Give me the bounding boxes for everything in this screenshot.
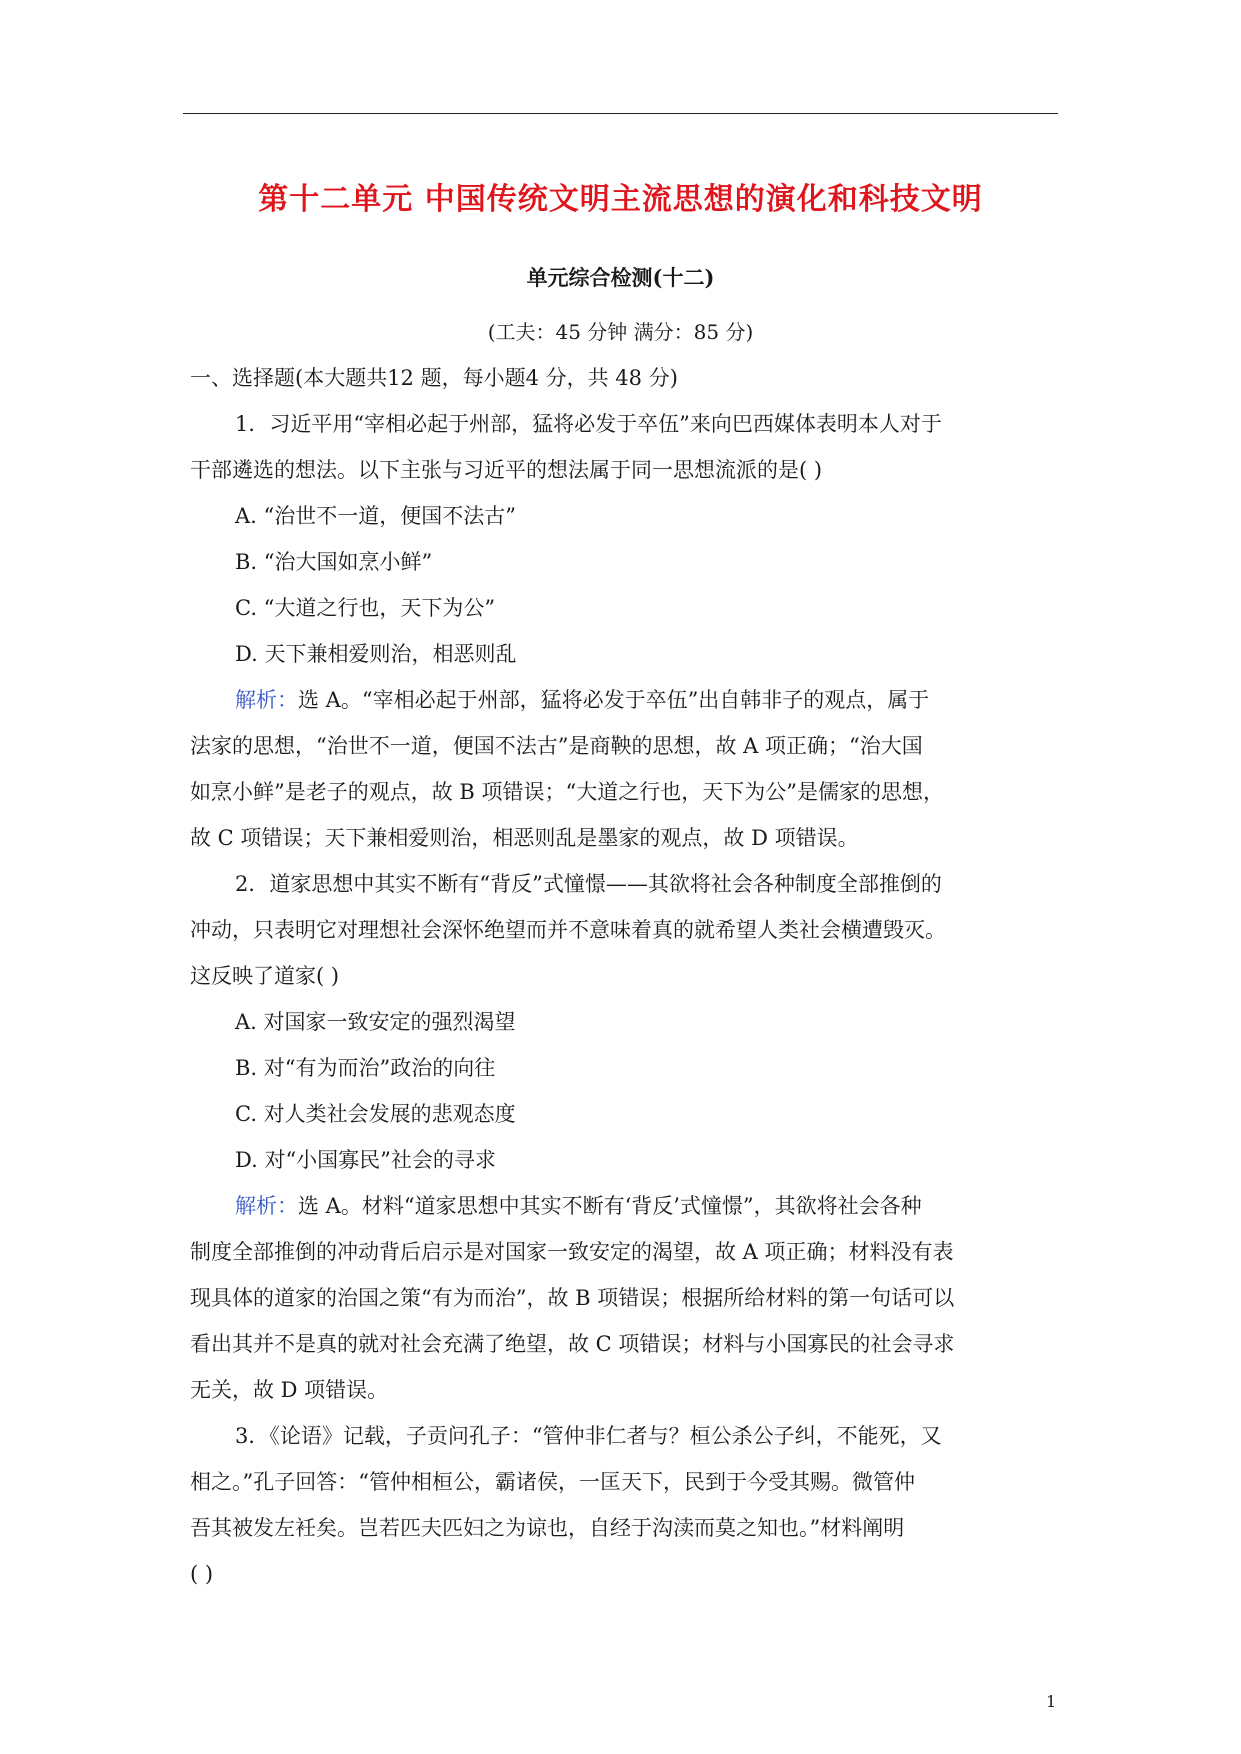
q1-option-c: C. “大道之行也，天下为公” bbox=[235, 596, 496, 620]
q3-stem-line-4: ( ) bbox=[190, 1562, 214, 1586]
page-number: 1 bbox=[1046, 1692, 1057, 1711]
q2-option-b: B. 对“有为而治”政治的向往 bbox=[235, 1056, 496, 1080]
test-subtitle: 单元综合检测(十二) bbox=[526, 265, 715, 290]
q2-option-a: A. 对国家一致安定的强烈渴望 bbox=[235, 1010, 516, 1034]
header-rule bbox=[183, 113, 1058, 114]
time-score-info: (工夫：45 分钟 满分：85 分) bbox=[487, 320, 754, 344]
q1-stem-line-1: 1．习近平用“宰相必起于州部，猛将必发于卒伍”来向巴西媒体表明本人对于 bbox=[235, 412, 942, 436]
q2-analysis-line-2: 制度全部推倒的冲动背后启示是对国家一致安定的渴望，故 A 项正确；材料没有表 bbox=[190, 1240, 954, 1264]
q1-option-b: B. “治大国如烹小鲜” bbox=[235, 550, 433, 574]
q3-stem-line-2: 相之。”孔子回答：“管仲相桓公，霸诸侯，一匡天下，民到于今受其赐。微管仲 bbox=[190, 1470, 915, 1494]
q1-analysis-line-4: 故 C 项错误；天下兼相爱则治，相恶则乱是墨家的观点，故 D 项错误。 bbox=[190, 826, 859, 850]
q1-option-d: D. 天下兼相爱则治，相恶则乱 bbox=[235, 642, 517, 666]
q2-stem-line-2: 冲动，只表明它对理想社会深怀绝望而并不意味着真的就希望人类社会横遭毁灭。 bbox=[190, 918, 946, 942]
q1-option-a: A. “治世不一道，便国不法古” bbox=[235, 504, 516, 528]
q2-analysis-text: 选 A。材料“道家思想中其实不断有‘背反’式憧憬”，其欲将社会各种 bbox=[298, 1194, 922, 1218]
q1-analysis-line-3: 如烹小鲜”是老子的观点，故 B 项错误；“大道之行也，天下为公”是儒家的思想， bbox=[190, 780, 944, 804]
q1-analysis-line-2: 法家的思想，“治世不一道，便国不法古”是商鞅的思想，故 A 项正确；“治大国 bbox=[190, 734, 923, 758]
q2-stem-line-3: 这反映了道家( ) bbox=[190, 964, 340, 988]
q2-analysis-label: 解析： bbox=[235, 1194, 298, 1218]
q2-analysis-line-3: 现具体的道家的治国之策“有为而治”，故 B 项错误；根据所给材料的第一句话可以 bbox=[190, 1286, 955, 1310]
q2-option-c: C. 对人类社会发展的悲观态度 bbox=[235, 1102, 516, 1126]
q2-option-d: D. 对“小国寡民”社会的寻求 bbox=[235, 1148, 496, 1172]
q1-analysis-text: 选 A。“宰相必起于州部，猛将必发于卒伍”出自韩非子的观点，属于 bbox=[298, 688, 930, 712]
unit-title: 第十二单元 中国传统文明主流思想的演化和科技文明 bbox=[258, 182, 983, 217]
q1-stem-line-2: 干部遴选的想法。以下主张与习近平的想法属于同一思想流派的是( ) bbox=[190, 458, 823, 482]
section-heading: 一、选择题(本大题共12 题，每小题4 分，共 48 分) bbox=[190, 366, 678, 390]
q3-stem-line-3: 吾其被发左衽矣。岂若匹夫匹妇之为谅也，自经于沟渎而莫之知也。”材料阐明 bbox=[190, 1516, 905, 1540]
q1-analysis-line-1 bbox=[235, 677, 1060, 724]
q2-stem-line-1: 2．道家思想中其实不断有“背反”式憧憬——其欲将社会各种制度全部推倒的 bbox=[235, 872, 942, 896]
q2-analysis-line-1 bbox=[235, 1183, 1060, 1230]
q2-analysis-line-4: 看出其并不是真的就对社会充满了绝望，故 C 项错误；材料与小国寡民的社会寻求 bbox=[190, 1332, 955, 1356]
q1-analysis-label: 解析： bbox=[235, 688, 298, 712]
q3-stem-line-1: 3．《论语》记载，子贡问孔子：“管仲非仁者与？桓公杀公子纠，不能死，又 bbox=[235, 1424, 942, 1448]
q2-analysis-line-5: 无关，故 D 项错误。 bbox=[190, 1378, 389, 1402]
